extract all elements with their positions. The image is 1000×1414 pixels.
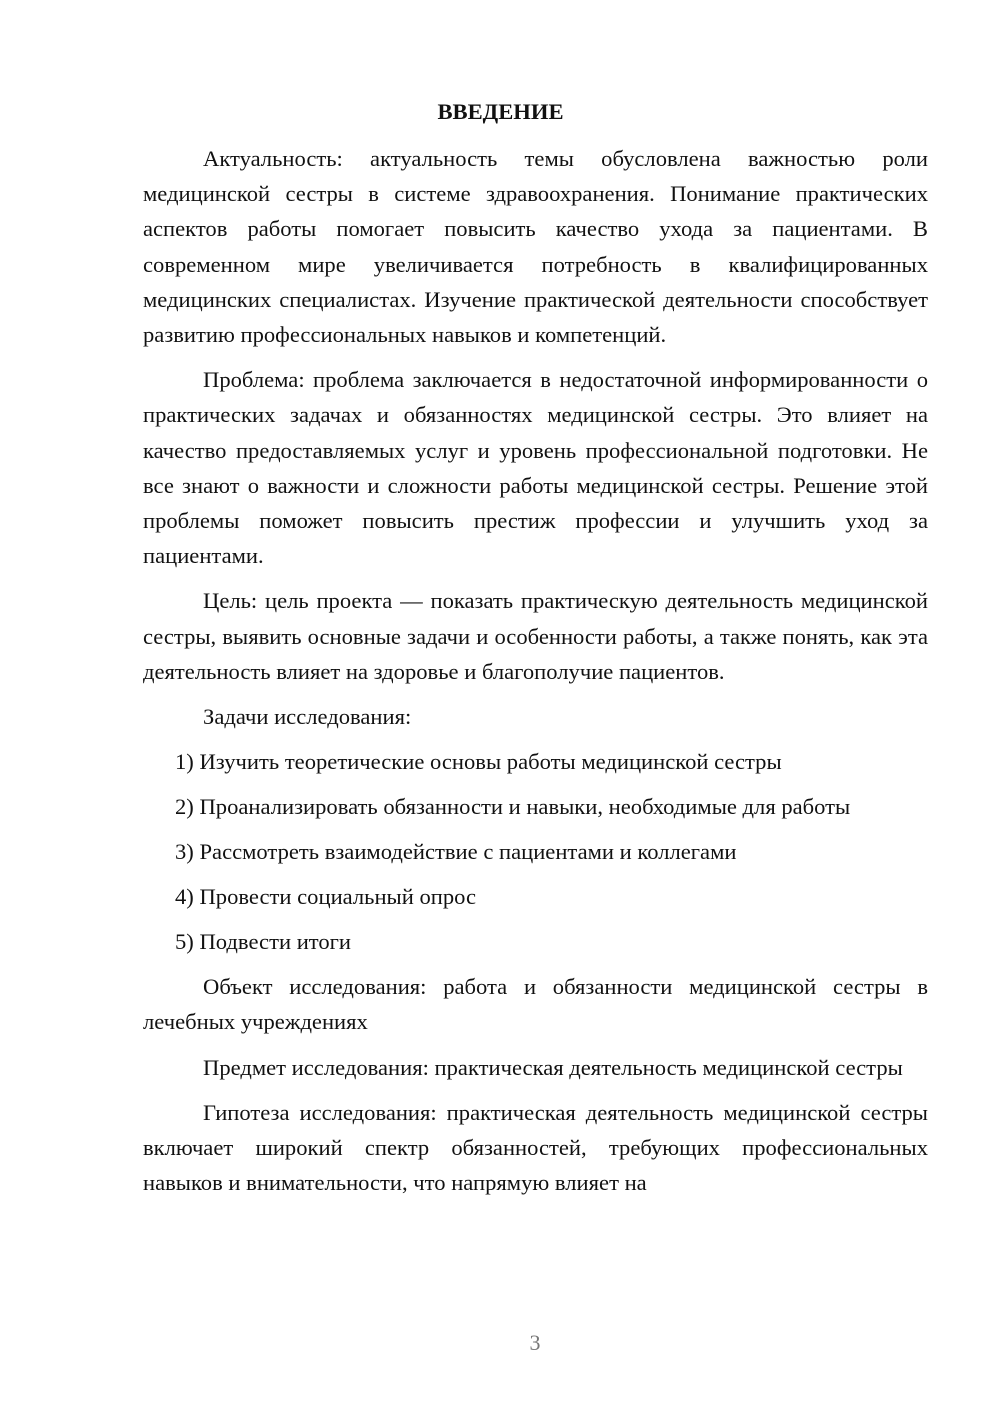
paragraph-subject: Предмет исследования: практическая деятельность медицинской сестры [203, 1054, 903, 1080]
page-title: ВВЕДЕНИЕ [437, 99, 564, 124]
list-item: 1) Изучить теоретические основы работы медицинской сестры [175, 749, 782, 775]
tasks-list [143, 744, 928, 959]
list-item: 5) Подвести итоги [175, 929, 352, 955]
page-content [143, 94, 928, 1200]
paragraph-object: Объект исследования: работа и обязанности медицинской сестры в лечебных учреждениях [143, 974, 928, 1035]
paragraph-goal: Цель: цель проекта — показать практическую деятельность медицинской сестры, выявить основные задачи и особенности работы, а также понять, как эта деятельность влияет на здоровье и благополучие пациентов. [143, 588, 928, 684]
list-item: 4) Провести социальный опрос [175, 884, 477, 910]
list-item: 2) Проанализировать обязанности и навыки, необходимые для работы [175, 794, 851, 820]
paragraph-problem: Проблема: проблема заключается в недостаточной информированности о практических задачах и обязанностях медицинской сестры. Это влияет на качество предоставляемых услуг и уровень профессиональной подготовки. Не все знают о важности и сложности работы медицинской сестры. Решение этой проблемы поможет повысить престиж профессии и улучшить уход за пациентами. [143, 367, 928, 569]
list-item: 3) Рассмотреть взаимодействие с пациентами и коллегами [175, 839, 737, 865]
page-number: 3 [529, 1330, 541, 1355]
paragraph-hypothesis: Гипотеза исследования: практическая деятельность медицинской сестры включает широкий спектр обязанностей, требующих профессиональных навыков и внимательности, что напрямую влияет на [143, 1099, 928, 1196]
paragraph-relevance: Актуальность: актуальность темы обусловлена важностью роли медицинской сестры в системе здравоохранения. Понимание практических аспектов работы помогает повысить качество ухода за пациентами. В современном мире увеличивается потребность в квалифицированных медицинских специалистах. Изучение практической деятельности способствует развитию профессиональных навыков и компетенций. [143, 146, 928, 348]
tasks-heading: Задачи исследования: [203, 704, 412, 730]
